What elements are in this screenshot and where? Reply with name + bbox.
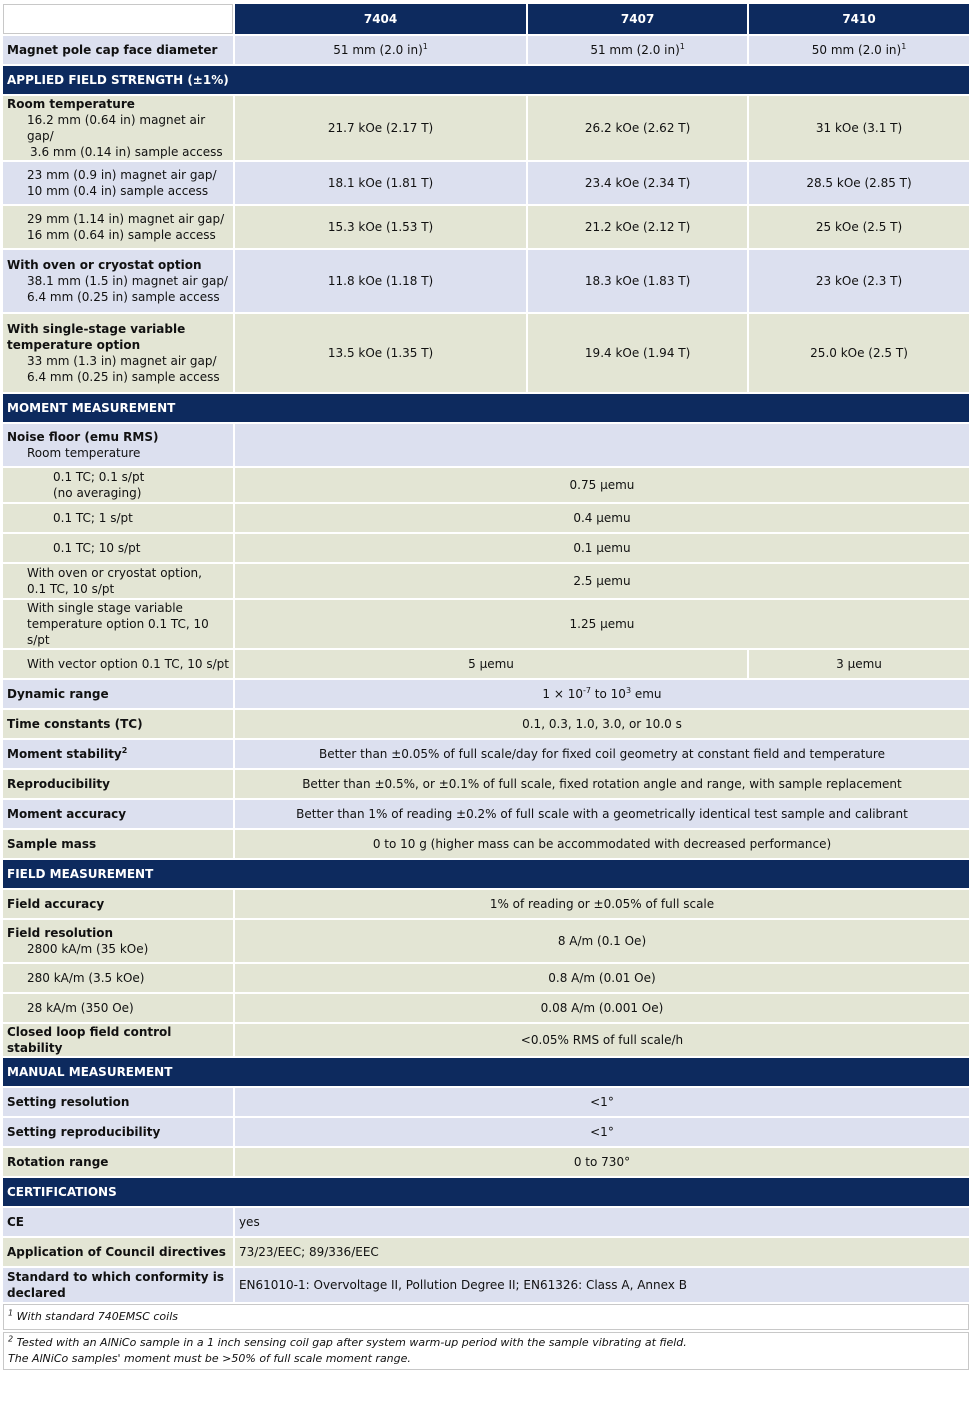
table-row [3,1238,969,1266]
row-label: 0.1 TC; 0.1 s/pt (no averaging) [3,468,233,502]
table-row [3,250,969,312]
table-cell: 0.75 µemu [235,468,969,502]
section-header-manual-measurement: MANUAL MEASUREMENT [3,1058,969,1086]
section-header-applied-field: APPLIED FIELD STRENGTH (±1%) [3,66,969,94]
table-cell: 11.8 kOe (1.18 T) [235,250,526,312]
table-cell: 0.1 µemu [235,534,969,562]
table-row [3,1118,969,1146]
table-cell: 31 kOe (3.1 T) [749,96,969,160]
footnote-row [3,1304,969,1330]
table-cell: <0.05% RMS of full scale/h [235,1024,969,1056]
header-row [3,4,969,34]
table-cell: EN61010-1: Overvoltage II, Pollution Degree II; EN61326: Class A, Annex B [235,1268,969,1302]
table-cell: 26.2 kOe (2.62 T) [528,96,747,160]
table-row [3,650,969,678]
row-label: With single stage variable temperature option 0.1 TC, 10 s/pt [3,600,233,648]
table-cell: Better than 1% of reading ±0.2% of full scale with a geometrically identical test sample and calibrant [235,800,969,828]
table-row [3,314,969,392]
row-label: With vector option 0.1 TC, 10 s/pt [3,650,233,678]
table-cell: 23.4 kOe (2.34 T) [528,162,747,204]
table-cell: $1 \times 10^{-7}$ to $10^3$ emu [235,680,969,708]
table-cell [235,424,969,466]
row-label: Noise floor (emu RMS) Room temperature [3,424,233,466]
row-label: With oven or cryostat option, 0.1 TC, 10 s/pt [3,564,233,598]
row-label: With single-stage variable temperature option 33 mm (1.3 in) magnet air gap/ 6.4 mm (0.25 in) sample access [3,314,233,392]
row-label: Field accuracy [3,890,233,918]
row-label: 29 mm (1.14 in) magnet air gap/ 16 mm (0.64 in) sample access [3,206,233,248]
table-cell: 0 to 10 g (higher mass can be accommodated with decreased performance) [235,830,969,858]
specifications-table [1,2,971,1372]
row-label: Magnet pole cap face diameter [3,36,233,64]
table-row [3,424,969,466]
table-cell: 19.4 kOe (1.94 T) [528,314,747,392]
row-label: With oven or cryostat option 38.1 mm (1.5 in) magnet air gap/ 6.4 mm (0.25 in) sample access [3,250,233,312]
section-header-certifications: CERTIFICATIONS [3,1178,969,1206]
table-cell: <1° [235,1088,969,1116]
row-label: Setting reproducibility [3,1118,233,1146]
table-cell: 0.4 µemu [235,504,969,532]
table-row [3,800,969,828]
section-header-field-measurement: FIELD MEASUREMENT [3,860,969,888]
column-header-7410: 7410 [749,4,969,34]
table-row [3,830,969,858]
column-header-7404: 7404 [235,4,526,34]
row-label: Room temperature 16.2 mm (0.64 in) magnet air gap/ 3.6 mm (0.14 in) sample access [3,96,233,160]
footnote-2: $^2$ Tested with an AlNiCo sample in a 1 inch sensing coil gap after system warm-up period with the sample vibrating at field. The AlNiCo samples' moment must be >50% of full scale moment range. [3,1332,969,1370]
table-row [3,206,969,248]
table-cell: 18.3 kOe (1.83 T) [528,250,747,312]
table-cell: 0.1, 0.3, 1.0, 3.0, or 10.0 s [235,710,969,738]
table-row [3,96,969,160]
table-row [3,994,969,1022]
table-cell: Better than ±0.05% of full scale/day for fixed coil geometry at constant field and temperature [235,740,969,768]
table-cell: 8 A/m (0.1 Oe) [235,920,969,962]
table-row [3,1024,969,1056]
table-row [3,890,969,918]
row-label: 28 kA/m (350 Oe) [3,994,233,1022]
table-cell: 50 mm (2.0 in)$^1$ [749,36,969,64]
table-cell: 13.5 kOe (1.35 T) [235,314,526,392]
table-cell: yes [235,1208,969,1236]
row-label: Field resolution 2800 kA/m (35 kOe) [3,920,233,962]
row-label: 280 kA/m (3.5 kOe) [3,964,233,992]
table-cell: 2.5 µemu [235,564,969,598]
table-row [3,1088,969,1116]
table-cell: 21.2 kOe (2.12 T) [528,206,747,248]
table-cell: Better than ±0.5%, or ±0.1% of full scale, fixed rotation angle and range, with sample replacement [235,770,969,798]
footnote-row [3,1332,969,1370]
table-row [3,740,969,768]
table-cell: 0.8 A/m (0.01 Oe) [235,964,969,992]
row-label: 23 mm (0.9 in) magnet air gap/ 10 mm (0.4 in) sample access [3,162,233,204]
table-cell: 1.25 µemu [235,600,969,648]
table-cell: 1% of reading or ±0.05% of full scale [235,890,969,918]
table-row [3,1268,969,1302]
table-row [3,1148,969,1176]
table-cell: <1° [235,1118,969,1146]
table-cell: 3 µemu [749,650,969,678]
table-row [3,468,969,502]
table-row [3,534,969,562]
row-label: Time constants (TC) [3,710,233,738]
table-cell: 15.3 kOe (1.53 T) [235,206,526,248]
row-label: Rotation range [3,1148,233,1176]
table-row [3,564,969,598]
table-cell: 0 to 730° [235,1148,969,1176]
row-label: 0.1 TC; 1 s/pt [3,504,233,532]
table-cell: 5 µemu [235,650,747,678]
table-row [3,162,969,204]
table-cell: 21.7 kOe (2.17 T) [235,96,526,160]
table-row [3,680,969,708]
table-cell: 51 mm (2.0 in)$^1$ [528,36,747,64]
table-cell: 0.08 A/m (0.001 Oe) [235,994,969,1022]
table-cell: 25.0 kOe (2.5 T) [749,314,969,392]
table-cell: 51 mm (2.0 in)$^1$ [235,36,526,64]
table-row [3,600,969,648]
table-cell: 73/23/EEC; 89/336/EEC [235,1238,969,1266]
table-cell: 28.5 kOe (2.85 T) [749,162,969,204]
table-row [3,964,969,992]
table-cell: 25 kOe (2.5 T) [749,206,969,248]
row-label: Moment stability$^2$ [3,740,233,768]
column-header-7407: 7407 [528,4,747,34]
footnote-1: $^1$ With standard 740EMSC coils [3,1304,969,1330]
row-label: Closed loop field control stability [3,1024,233,1056]
row-label: CE [3,1208,233,1236]
row-label: Application of Council directives [3,1238,233,1266]
section-header-moment-measurement: MOMENT MEASUREMENT [3,394,969,422]
table-cell: 23 kOe (2.3 T) [749,250,969,312]
table-row [3,1208,969,1236]
table-row [3,36,969,64]
header-blank-cell [3,4,233,34]
row-label: Moment accuracy [3,800,233,828]
row-label: 0.1 TC; 10 s/pt [3,534,233,562]
row-label: Reproducibility [3,770,233,798]
table-row [3,920,969,962]
row-label: Sample mass [3,830,233,858]
table-row [3,710,969,738]
table-cell: 18.1 kOe (1.81 T) [235,162,526,204]
row-label: Standard to which conformity is declared [3,1268,233,1302]
row-label: Setting resolution [3,1088,233,1116]
table-row [3,770,969,798]
row-label: Dynamic range [3,680,233,708]
table-row [3,504,969,532]
